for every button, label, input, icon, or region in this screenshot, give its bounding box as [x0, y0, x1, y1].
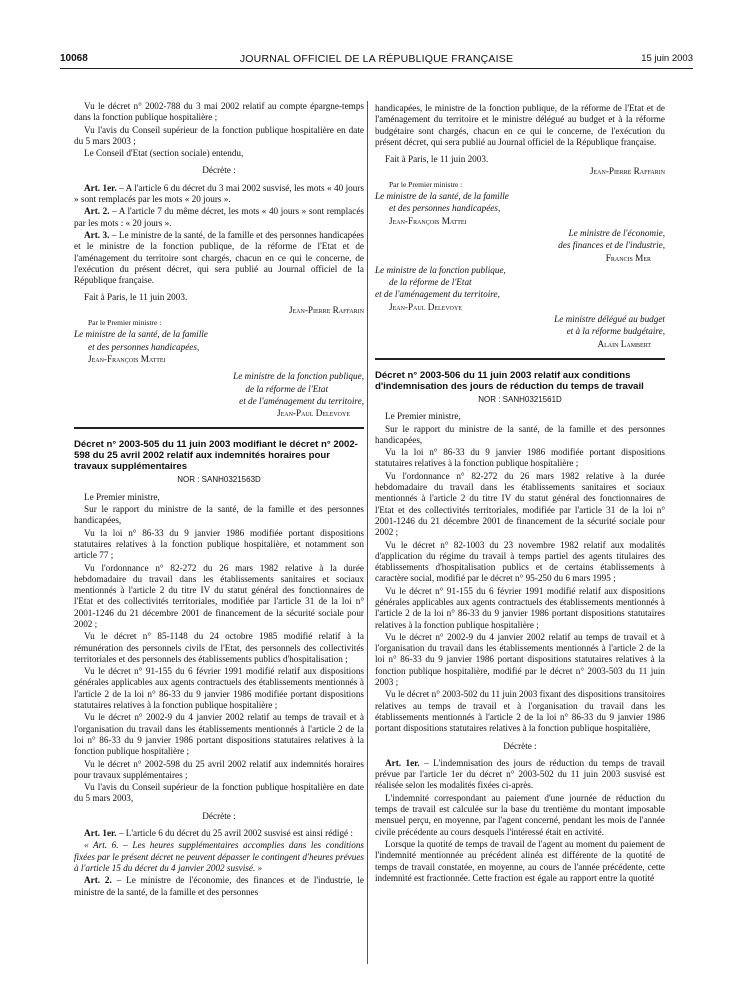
signatory-role: de la réforme de l'Etat — [389, 277, 472, 288]
paragraph: Vu le décret n° 2003-502 du 11 juin 2003 fixant des dispositions transitoires relatives au temps de travail et à l'organisation du travail dans les établissements mentionnés à l'article 2 de la loi n° 86-33 du 9 janvier 1986 portant dispositions statutaires relatives à la fonction publique hospitalière, — [375, 689, 665, 734]
paragraph: Vu le décret n° 91-155 du 6 février 1991 modifié relatif aux dispositions générales applicables aux agents contractuels des établissements mentionnés à l'article 2 de la loi n° 86-33 du 9 janvier 1986 portant dispositions statutaires relatives à la fonction publique hospitalière ; — [375, 585, 665, 630]
article-label: Art. 1er. — [84, 182, 117, 193]
signatory-name: Jean-François Mattei — [389, 215, 467, 226]
decree-title: Décret n° 2003-505 du 11 juin 2003 modifiant le décret n° 2002-598 du 25 avril 2002 relatif aux indemnités horaires pour travaux supplémentaires — [74, 439, 358, 473]
article-text: – Le ministre de la santé, de la famille et des personnes handicapées et le ministre de la fonction publique, de la réforme de l'Etat et de l'aménagement du territoire sont chargés, chacun en ce qui le concerne, de l'exécution du présent décret, qui sera publié au Journal officiel de la République française. — [74, 229, 365, 286]
signatory-name: Jean-François Mattei — [88, 353, 166, 364]
signatory-name: Alain Lambert — [597, 338, 651, 349]
decrete-heading: Décrète : — [202, 165, 236, 176]
signatory-name: Jean-Paul Delevoye — [277, 408, 350, 419]
section-rule — [375, 358, 665, 360]
signatory-role: Le ministre de la fonction publique, — [375, 264, 506, 275]
article-label: Art. 2. — [84, 206, 110, 217]
article-1 — [74, 828, 364, 839]
article-text: – L'indemnisation des jours de réduction du temps de travail prévue par l'article 1er du décret n° 2003-502 du 11 juin 2003 susvisé est réalisée selon les modalités fixées ci-après. — [375, 757, 665, 791]
issue-date: 15 juin 2003 — [641, 53, 693, 64]
paragraph: Le Premier ministre, — [385, 411, 461, 422]
signatory-role: des finances et de l'industrie, — [558, 240, 665, 251]
article-3 — [74, 230, 364, 286]
paragraph: Vu la loi n° 86-33 du 9 janvier 1986 modifiée portant dispositions statutaires relatives à la fonction publique hospitalière, et notamment son article 77 ; — [74, 527, 364, 561]
article-text: – Le ministre de l'économie, des finances et de l'industrie, le ministre de la santé, de la famille et des personnes — [74, 875, 364, 897]
article-text: – A l'article 7 du même décret, les mots « 40 jours » sont remplacés par les mots : « 20 jours ». — [74, 206, 364, 228]
header-rule — [60, 68, 693, 69]
article-1 — [74, 183, 364, 206]
paragraph: Vu le décret n° 82-1003 du 23 novembre 1982 relatif aux modalités d'application du régime du travail à temps partiel des agents titulaires des établissements d'hospitalisation publics et de certains établissements à caractère social, modifié par le décret n° 95-250 du 6 mars 1995 ; — [375, 539, 665, 584]
paragraph: L'indemnité correspondant au paiement d'une journée de réduction du temps de travail est calculée sur la base du trentième du montant imposable mensuel perçu, en moyenne, par l'agent concerné, pendant les mois de l'année civile précédente au cours desquels l'intéressé était en activité. — [375, 792, 665, 837]
article-label: Art. 3. — [84, 229, 110, 240]
paragraph: handicapées, le ministre de la fonction publique, de la réforme de l'Etat et de l'aménagement du territoire et le ministre délégué au budget et à la réforme budgétaire sont chargés, chacun en ce qui le concerne, de l'exécution du présent décret, qui sera publié au Journal officiel de la République française. — [375, 103, 665, 147]
paragraph: Vu le décret n° 2002-598 du 25 avril 2002 relatif aux indemnités horaires pour travaux supplémentaires ; — [74, 758, 364, 780]
article-label: Art. 1er. — [385, 757, 420, 768]
journal-title: JOURNAL OFFICIEL DE LA RÉPUBLIQUE FRANÇAISE — [239, 53, 514, 65]
column-divider — [367, 101, 368, 964]
quoted-article: « Art. 6. – Les heures supplémentaires accomplies dans les conditions fixées par le présent décret ne peuvent dépasser le contingent d'heures prévues à l'article 15 du décret du 4 janvier 2002 susvisé. » — [74, 840, 364, 873]
paragraph: Vu le décret n° 2002-788 du 3 mai 2002 relatif au compte épargne-temps dans la fonction publique hospitalière ; — [74, 101, 364, 123]
paragraph: Le Premier ministre, — [84, 491, 160, 502]
decree-nor: NOR : SANH0321563D — [177, 475, 261, 485]
signatory-role: Le ministre de la santé, de la famille — [375, 191, 509, 202]
signatory-role: Par le Premier ministre : — [88, 318, 162, 328]
signatory-role: Le ministre de la santé, de la famille — [74, 329, 208, 340]
signatory-role: et de l'aménagement du territoire, — [239, 395, 364, 406]
paragraph: Vu la loi n° 86-33 du 9 janvier 1986 modifiée portant dispositions statutaires relatives à la fonction publique hospitalière ; — [375, 447, 665, 469]
article-label: Art. 2. — [84, 875, 112, 886]
paragraph: Lorsque la quotité de temps de travail de l'agent au moment du paiement de l'indemnité mentionnée au précédent alinéa est différente de la quotité de temps de travail constatée, en moyenne, au cours de l'année précédente, cette indemnité est fractionnée. Cette fraction est égale au rapport entre la quotité — [375, 838, 665, 883]
decrete-heading: Décrète : — [503, 740, 537, 751]
paragraph: Sur le rapport du ministre de la santé, de la famille et des personnes handicapées, — [375, 423, 665, 445]
page-number: 10068 — [60, 53, 88, 64]
signatory-role: et des personnes handicapées, — [389, 203, 501, 214]
article-text: – A l'article 6 du décret du 3 mai 2002 susvisé, les mots « 40 jours » sont remplacés par les mots « 20 jours ». — [74, 182, 364, 205]
signatory-name: Francis Mer — [605, 252, 651, 263]
article-label: Art. 1er. — [84, 828, 117, 839]
paragraph: Vu l'ordonnance n° 82-272 du 26 mars 1982 relative à la durée hebdomadaire du travail dans les établissements sanitaires et sociaux mentionnés à l'article 2 du titre IV du statut général des fonctionnaires de l'Etat et des collectivités territoriales, modifiée par l'article 31 de la loi n° 2001-1246 du 21 décembre 2001 de financement de la sécurité sociale pour 2002 ; — [74, 562, 364, 629]
article-1 — [375, 758, 665, 792]
left-column — [74, 101, 364, 899]
signatory-role: et de l'aménagement du territoire, — [375, 289, 500, 300]
paragraph: Vu le décret n° 2002-9 du 4 janvier 2002 relatif au temps de travail et à l'organisation du travail dans les établissements mentionnés à l'article 2 de la loi n° 86-33 du 9 janvier 1986 portant dispositions statutaires relatives à la fonction publique hospitalière ; — [74, 712, 364, 757]
signature-date: Fait à Paris, le 11 juin 2003. — [84, 292, 188, 303]
signatory-role: de la réforme de l'Etat — [245, 383, 328, 394]
section-rule — [74, 427, 364, 429]
paragraph: Vu l'ordonnance n° 82-272 du 26 mars 1982 relative à la durée hebdomadaire du travail dans les établissements sanitaires et sociaux mentionnés à l'article 2 du titre IV du statut général des fonctionnaires de l'Etat et des collectivités territoriales, modifiée par l'article 31 de la loi n° 2001-1246 du 21 décembre 2001 de financement de la sécurité sociale pour 2002 ; — [375, 470, 665, 538]
decrete-heading: Décrète : — [202, 810, 236, 821]
signatory-role: Le ministre de l'économie, — [568, 227, 665, 238]
signatory-role: Par le Premier ministre : — [389, 179, 463, 189]
article-text: – L'article 6 du décret du 25 avril 2002 susvisé est ainsi rédigé : — [116, 828, 353, 839]
paragraph: Vu le décret n° 85-1148 du 24 octobre 1985 modifié relatif à la rémunération des personnels civils de l'Etat, des personnels des collectivités territoriales et des personnels des établissements publics d'hospitalisation ; — [74, 631, 364, 664]
right-column — [375, 103, 665, 885]
paragraph: Vu l'avis du Conseil supérieur de la fonction publique hospitalière en date du 5 mars 2003, — [74, 782, 364, 804]
signatory-role: Le ministre délégué au budget — [554, 314, 665, 325]
signature-date: Fait à Paris, le 11 juin 2003. — [385, 154, 489, 165]
paragraph: Le Conseil d'Etat (section sociale) entendu, — [84, 148, 244, 159]
article-2 — [74, 875, 364, 898]
signatory-role: Le ministre de la fonction publique, — [233, 371, 364, 382]
signatory-role: et à la réforme budgétaire, — [566, 326, 665, 337]
signatory-name: Jean-Pierre Raffarin — [589, 166, 665, 177]
signatory-name: Jean-Paul Delevoye — [389, 301, 462, 312]
article-2 — [74, 206, 364, 229]
paragraph: Vu l'avis du Conseil supérieur de la fonction publique hospitalière en date du 5 mars 2003 ; — [74, 124, 364, 146]
decree-title: Décret n° 2003-506 du 11 juin 2003 relatif aux conditions d'indemnisation des jours de réduction du temps de travail — [375, 369, 644, 392]
paragraph: Sur le rapport du ministre de la santé, de la famille et des personnes handicapées, — [74, 504, 364, 526]
decree-nor: NOR : SANH0321561D — [478, 394, 562, 404]
signatory-name: Jean-Pierre Raffarin — [288, 304, 364, 315]
page-header — [60, 53, 693, 67]
signatory-role: et des personnes handicapées, — [88, 341, 200, 352]
paragraph: Vu le décret n° 2002-9 du 4 janvier 2002 relatif au temps de travail et à l'organisation du travail dans les établissements mentionnés à l'article 2 de la loi n° 86-33 du 9 janvier 1986 portant dispositions statutaires relatives à la fonction publique hospitalière, modifié par le décret n° 2003-503 du 11 juin 2003 ; — [375, 631, 665, 688]
paragraph: Vu le décret n° 91-155 du 6 février 1991 modifié relatif aux dispositions générales applicables aux agents contractuels des établissements mentionnés à l'article 2 de la loi n° 86-33 du 9 janvier 1986 modifiée portant dispositions statutaires relatives à la fonction publique hospitalière ; — [74, 666, 364, 711]
